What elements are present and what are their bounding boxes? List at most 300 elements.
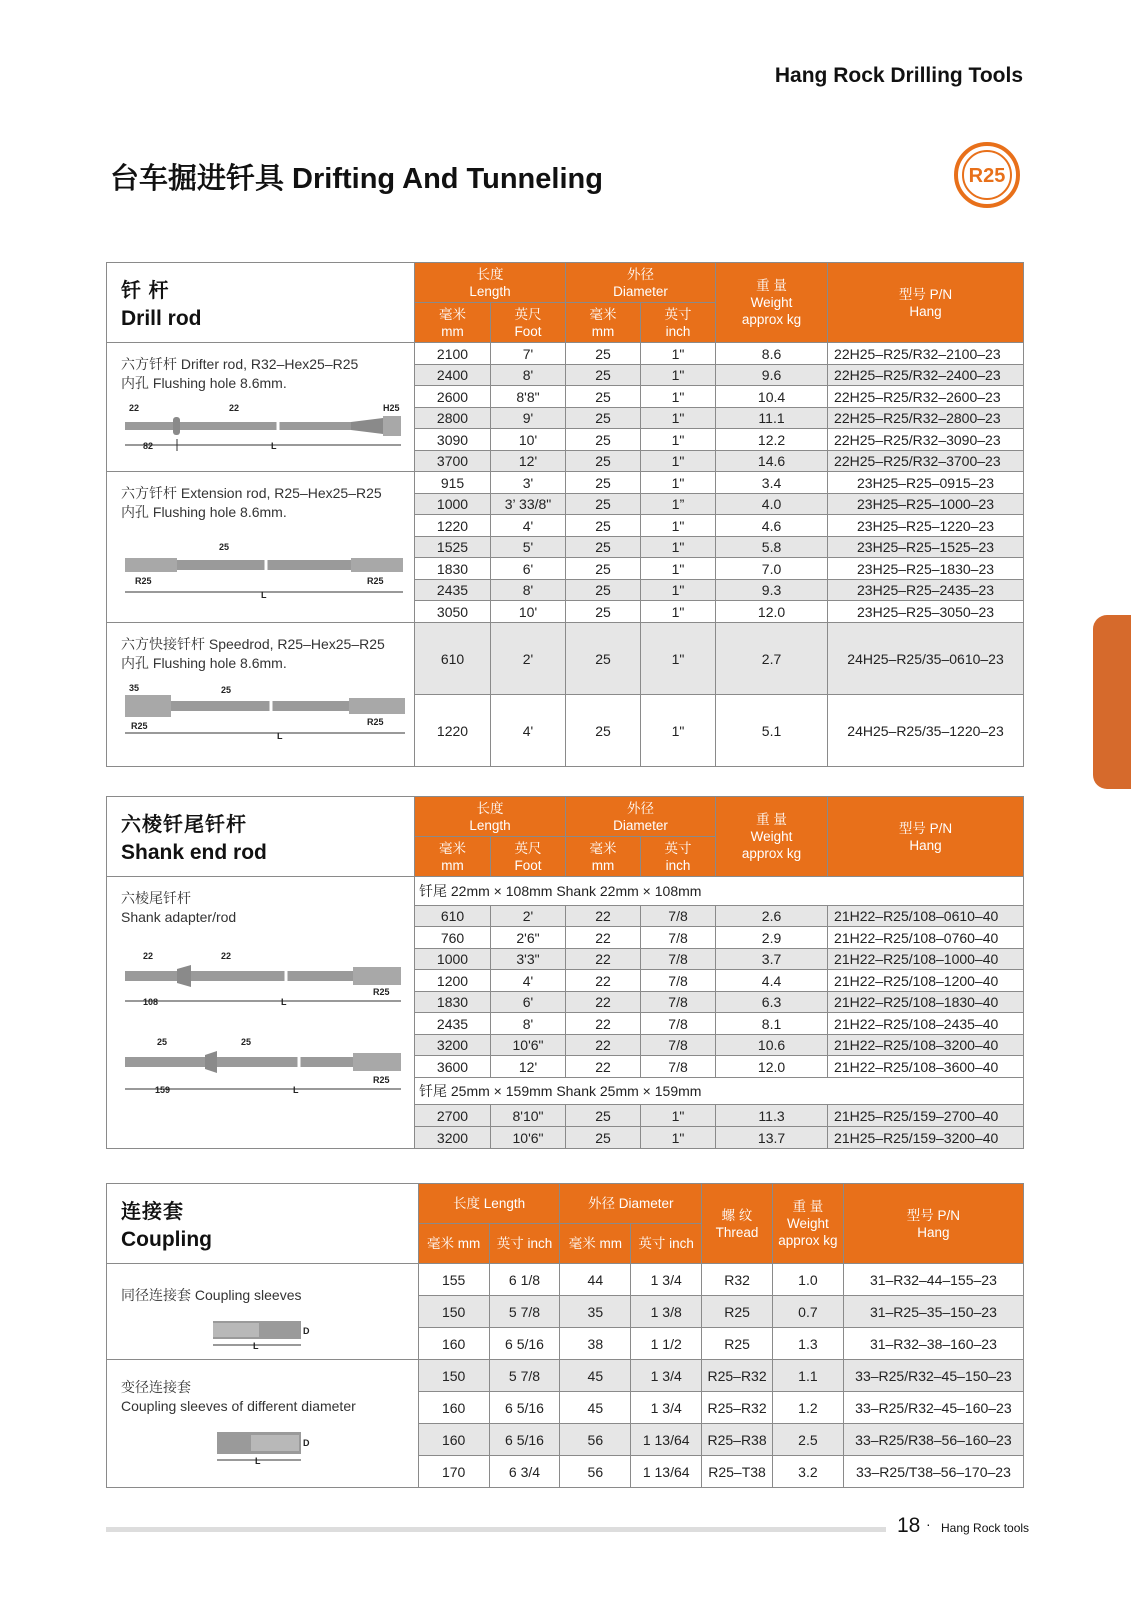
table-cell: 1" [641,537,716,558]
header-foot [491,303,566,343]
table-cell: 7/8 [641,970,716,992]
table-cell: 5' [491,537,566,558]
text-label: Drill rod [121,307,202,330]
table-row [107,343,1024,365]
table-cell: 4' [491,970,566,992]
table-cell: 11.3 [716,1105,828,1127]
table-header-cell [566,797,716,837]
table-cell: 25 [566,695,641,767]
table-cell: 9.3 [716,580,828,601]
table-cell: 33–R25/R32–45–160–23 [843,1392,1023,1424]
diagram-icon [107,263,1024,303]
text-label: 内孔 Flushing hole 8.6mm. [121,655,287,671]
diagram-shape [251,1435,299,1451]
table-cell: 3200 [415,1035,491,1056]
table-cell: 1" [641,408,716,429]
table-cell: 5 7/8 [489,1360,560,1392]
text-label: inch [665,857,691,873]
text-label: Foot [514,323,542,339]
table-header-cell [716,797,828,877]
text-label: 六方钎杆 Drifter rod, R32–Hex25–R25 [121,356,359,372]
header-dia-mm [566,303,641,343]
table-cell: 10' [491,429,566,451]
badge-label: R25 [968,165,1006,187]
diagram-shape [177,965,191,987]
table-cell: 24H25–R25/35–0610–23 [828,623,1024,695]
table-cell: 22 [566,1013,641,1035]
coupling-table [106,1183,1024,1488]
table-header-cell [772,1184,843,1264]
table-cell: 4.6 [716,515,828,537]
table-row [107,472,1024,494]
table-cell: 21H22–R25/108–0610–40 [828,906,1024,927]
text-label: 六方快接钎杆 Speedrod, R25–Hex25–R25 [121,636,385,652]
table-cell: 1.1 [772,1360,843,1392]
table-cell: 10' [491,601,566,623]
table-cell: 25 [566,386,641,408]
text-label: 英尺 [514,840,542,856]
header-weight [716,263,828,343]
table-cell: 2' [491,906,566,927]
table-cell: 1" [641,365,716,386]
table-cell: 13.7 [716,1127,828,1149]
table-cell: 21H22–R25/108–3200–40 [828,1035,1024,1056]
text-label: 重 量 [792,1199,824,1214]
table-cell: 22 [566,970,641,992]
table-cell: 1 13/64 [631,1424,702,1456]
header-length [415,263,566,303]
text-label: 连接套 [121,1201,184,1223]
text-label: 六棱钎尾钎杆 [121,814,247,836]
header-diameter [566,263,716,303]
table-cell: R25 [702,1296,773,1328]
table-cell: 10.4 [716,386,828,408]
diagram-shape [351,418,383,434]
text-label: approx kg [741,312,802,327]
table-cell: 1830 [415,558,491,580]
text-label: 型号 P/N [898,820,953,836]
diagram-label: 35 [129,683,140,693]
table-cell: 2700 [415,1105,491,1127]
table-header-cell: 英寸 inch [489,1224,560,1264]
table-header-cell [415,837,491,877]
text-label: Foot [514,857,542,873]
table-cell: 7/8 [641,1056,716,1078]
diagram-shape [125,558,177,572]
table-cell: 3090 [415,429,491,451]
text-label: 毫米 [439,840,466,856]
table-cell: 4' [491,695,566,767]
table-cell: R25–R32 [702,1392,773,1424]
table-cell: 21H22–R25/108–0760–40 [828,927,1024,949]
shank-note-22: 钎尾 22mm × 108mm Shank 22mm × 108mm [415,877,1024,906]
table-cell: 33–R25/T38–56–170–23 [843,1456,1023,1488]
diagram-label: L [281,997,287,1007]
diagram-label: 22 [221,951,232,961]
text-label: 毫米 [589,840,617,856]
table-cell: 2.5 [772,1424,843,1456]
text-label: mm [591,323,615,339]
table-cell: 8' [491,580,566,601]
table-cell: 1" [641,695,716,767]
r25-badge-icon [952,140,1022,210]
table-cell: 1" [641,515,716,537]
table-header-cell [843,1184,1023,1264]
table-cell: 4' [491,515,566,537]
table-cell: R25 [702,1328,773,1360]
diagram-label: 25 [221,685,232,695]
text-label: Hang [909,303,942,319]
table-row [107,623,1024,695]
table-cell: 1" [641,580,716,601]
header-inch [641,303,716,343]
diagram-label: R25 [135,576,152,586]
table-cell: 25 [566,623,641,695]
diagram-shape [125,422,385,430]
text-label: mm [441,857,464,873]
table-cell: 22 [566,1035,641,1056]
table-cell: 21H22–R25/108–3600–40 [828,1056,1024,1078]
table-cell: 21H22–R25/108–1830–40 [828,992,1024,1013]
section-title-coupling [107,1184,419,1264]
table-cell: 10.6 [716,1035,828,1056]
table-cell: 6.3 [716,992,828,1013]
text-label: Length [469,283,511,299]
table-cell: 3.2 [772,1456,843,1488]
text-label: 六棱尾钎杆 [121,890,191,906]
table-header-cell [828,797,1024,877]
page-title: 台车掘进钎具 Drifting And Tunneling [110,163,603,195]
table-cell: 1" [641,429,716,451]
text-label: Coupling [121,1228,212,1251]
table-cell: 1" [641,1127,716,1149]
drifter-rod-description [107,343,415,472]
text-label: Diameter [613,283,668,299]
page-number: 18 [897,1514,921,1537]
table-header-cell: 毫米 mm [560,1224,631,1264]
table-cell: 7/8 [641,992,716,1013]
table-cell: 160 [418,1424,489,1456]
table-cell: 23H25–R25–2435–23 [828,580,1024,601]
table-cell: 25 [566,1127,641,1149]
table-cell: 1000 [415,949,491,970]
diagram-shape [353,967,401,985]
footer-separator: · [926,1516,931,1532]
coupling-diff-description [107,1360,419,1488]
table-cell: 2100 [415,343,491,365]
table-header-cell: 外径 Diameter [560,1184,702,1224]
table-cell: 3.4 [716,472,828,494]
text-label: inch [665,323,691,339]
section-title-shank-rod [107,797,415,877]
table-cell: 25 [566,558,641,580]
text-label: 英尺 [514,306,542,322]
table-cell: 33–R25/R32–45–150–23 [843,1360,1023,1392]
table-cell: 22H25–R25/R32–2600–23 [828,386,1024,408]
text-label: 型号 P/N [906,1207,961,1223]
text-label: 英寸 [664,306,692,322]
table-cell: 1" [641,386,716,408]
diagram-label: R25 [373,1075,390,1085]
table-cell: 6 5/16 [489,1424,560,1456]
diagram-icon [107,1184,1024,1224]
table-cell: 5.8 [716,537,828,558]
table-cell: 25 [566,515,641,537]
table-cell: 25 [566,451,641,472]
table-cell: 45 [560,1392,631,1424]
text-label: 螺 纹 [721,1207,753,1223]
diagram-shape [173,417,180,435]
table-cell: 2'6" [491,927,566,949]
extension-rod-diagram-icon [121,540,406,602]
table-cell: 25 [566,408,641,429]
text-label: 英寸 [664,840,692,856]
table-cell: 2.7 [716,623,828,695]
table-cell: 9' [491,408,566,429]
table-cell: 1000 [415,494,491,515]
table-cell: 2800 [415,408,491,429]
table-cell: 11.1 [716,408,828,429]
text-label: 重 量 [756,278,787,293]
table-cell: 1" [641,343,716,365]
table-header-cell [702,1184,773,1264]
table-cell: 12' [491,451,566,472]
table-cell: 8.6 [716,343,828,365]
table-header-cell: 长度 Length [418,1184,560,1224]
table-cell: 3050 [415,601,491,623]
table-cell: 45 [560,1360,631,1392]
diagram-label: D [303,1326,310,1336]
table-cell: 25 [566,601,641,623]
table-cell: 915 [415,472,491,494]
table-cell: 12.0 [716,1056,828,1078]
table-cell: 7/8 [641,949,716,970]
diagram-label: 25 [219,542,230,552]
table-cell: 1 3/4 [631,1264,702,1296]
diagram-label: L [293,1085,299,1095]
table-cell: 1830 [415,992,491,1013]
table-cell: 23H25–R25–1525–23 [828,537,1024,558]
table-header-cell [566,837,641,877]
table-cell: 6 1/8 [489,1264,560,1296]
table-cell: 3’ 33/8" [491,494,566,515]
table-cell: 1 3/8 [631,1296,702,1328]
diagram-shape [353,1053,401,1071]
diagram-label: R25 [131,721,148,731]
table-row [107,1360,1024,1392]
table-cell: 21H25–R25/159–3200–40 [828,1127,1024,1149]
table-cell: 7/8 [641,906,716,927]
header-pn [828,263,1024,343]
table-cell: 1.3 [772,1328,843,1360]
text-label: 内孔 Flushing hole 8.6mm. [121,375,287,391]
diagram-shape [351,558,403,572]
table-cell: 8'10" [491,1105,566,1127]
table-cell: 22H25–R25/R32–2100–23 [828,343,1024,365]
table-cell: R32 [702,1264,773,1296]
text-label: approx kg [778,1233,838,1248]
table-cell: 1.2 [772,1392,843,1424]
shank-note-25: 钎尾 25mm × 159mm Shank 25mm × 159mm [415,1078,1024,1105]
text-label: mm [441,323,464,339]
extension-rod-description [107,472,415,623]
table-cell: 155 [418,1264,489,1296]
text-label: Hang [909,837,942,853]
diagram-label: D [303,1438,310,1448]
table-cell: 44 [560,1264,631,1296]
table-cell: 1525 [415,537,491,558]
table-cell: 22 [566,949,641,970]
text-label: 毫米 [589,306,617,322]
side-tab [1093,615,1131,789]
table-cell: R25–R38 [702,1424,773,1456]
brand-name: Hang Rock Drilling Tools [774,64,1023,87]
table-cell: 2435 [415,580,491,601]
text-label: 重 量 [756,812,787,827]
table-cell: 12' [491,1056,566,1078]
table-cell: 8'8" [491,386,566,408]
table-cell: 22H25–R25/R32–2800–23 [828,408,1024,429]
table-cell: 12.0 [716,601,828,623]
table-cell: 1 1/2 [631,1328,702,1360]
table-cell: 10'6" [491,1127,566,1149]
table-cell: 33–R25/R38–56–160–23 [843,1424,1023,1456]
table-cell: 35 [560,1296,631,1328]
table-cell: 1 13/64 [631,1456,702,1488]
diagram-label: H25 [383,403,400,413]
table-cell: 21H22–R25/108–1000–40 [828,949,1024,970]
diagram-label: L [255,1456,261,1466]
table-cell: 21H22–R25/108–2435–40 [828,1013,1024,1035]
table-cell: 2.9 [716,927,828,949]
table-cell: 7' [491,343,566,365]
text-label: mm [591,857,615,873]
text-label: 六方钎杆 Extension rod, R25–Hex25–R25 [121,485,382,501]
table-cell: 8' [491,1013,566,1035]
table-cell: 5.1 [716,695,828,767]
text-label: 型号 P/N [898,286,953,302]
table-cell: 25 [566,494,641,515]
table-cell: 9.6 [716,365,828,386]
table-cell: 22H25–R25/R32–3700–23 [828,451,1024,472]
table-cell: 2600 [415,386,491,408]
footer-name: Hang Rock tools [941,1521,1030,1535]
table-cell: 1" [641,451,716,472]
diagram-shape [213,1323,259,1337]
table-cell: 3200 [415,1127,491,1149]
table-cell: 12.2 [716,429,828,451]
table-cell: 23H25–R25–1220–23 [828,515,1024,537]
diagram-label: L [271,441,277,451]
header-mm [415,303,491,343]
table-cell: 1200 [415,970,491,992]
table-cell: 31–R32–44–155–23 [843,1264,1023,1296]
diagram-label: R25 [367,717,384,727]
table-cell: 25 [566,580,641,601]
table-cell: 1" [641,1105,716,1127]
table-header-cell [491,837,566,877]
table-cell: 22H25–R25/R32–3090–23 [828,429,1024,451]
table-cell: 23H25–R25–3050–23 [828,601,1024,623]
table-cell: 1” [641,494,716,515]
table-cell: 2435 [415,1013,491,1035]
table-cell: 0.7 [772,1296,843,1328]
drill-rod-table [106,262,1024,767]
table-header-cell: 英寸 inch [631,1224,702,1264]
table-cell: 4.4 [716,970,828,992]
diagram-label: 25 [241,1037,252,1047]
table-cell: 25 [566,537,641,558]
diagram-label: 108 [143,997,159,1007]
table-cell: 6' [491,558,566,580]
table-cell: 3'3" [491,949,566,970]
table-cell: 150 [418,1296,489,1328]
shank-adapter-diagram-icon [121,947,411,1107]
text-label: 同径连接套 Coupling sleeves [121,1287,302,1303]
text-label: Weight [750,829,793,844]
diagram-label: 25 [157,1037,168,1047]
table-cell: 1" [641,472,716,494]
table-cell: 1" [641,558,716,580]
text-label: Diameter [613,817,668,833]
text-label: Weight [787,1216,829,1231]
diagram-shape [349,698,405,714]
table-row [107,1264,1024,1296]
table-cell: 25 [566,472,641,494]
text-label: Weight [750,295,793,310]
text-label: Shank adapter/rod [121,909,237,925]
coupling-sleeves-description [107,1264,419,1360]
text-label: Coupling sleeves of different diameter [121,1398,356,1414]
table-cell: 22 [566,906,641,927]
table-cell: 1220 [415,515,491,537]
diagram-label: 22 [129,403,140,413]
table-cell: 7.0 [716,558,828,580]
table-cell: 31–R32–38–160–23 [843,1328,1023,1360]
table-cell: 14.6 [716,451,828,472]
text-label: Hang [917,1224,950,1240]
table-cell: 25 [566,343,641,365]
text-label: Length [469,817,511,833]
table-cell: 170 [418,1456,489,1488]
table-cell: 1 3/4 [631,1392,702,1424]
table-cell: 5 7/8 [489,1296,560,1328]
diagram-icon [107,797,1024,837]
text-label: 变径连接套 [121,1379,191,1395]
table-cell: 3' [491,472,566,494]
table-cell: 23H25–R25–1000–23 [828,494,1024,515]
diagram-label: L [253,1341,259,1351]
table-cell: 3600 [415,1056,491,1078]
table-cell: 3700 [415,451,491,472]
table-cell: 56 [560,1424,631,1456]
coupling-sleeve-diagram-icon [121,1315,321,1351]
table-cell: 760 [415,927,491,949]
diagram-shape [125,695,171,717]
diagram-icon [107,877,1024,906]
text-label: Shank end rod [121,841,267,864]
diagram-shape [205,1051,217,1073]
shank-adapter-description [107,877,415,1149]
table-cell: 7/8 [641,1013,716,1035]
table-cell: 1.0 [772,1264,843,1296]
table-cell: 38 [560,1328,631,1360]
diagram-label: 82 [143,441,154,451]
table-cell: 23H25–R25–1830–23 [828,558,1024,580]
table-cell: 160 [418,1328,489,1360]
table-cell: 7/8 [641,927,716,949]
table-cell: R25–T38 [702,1456,773,1488]
